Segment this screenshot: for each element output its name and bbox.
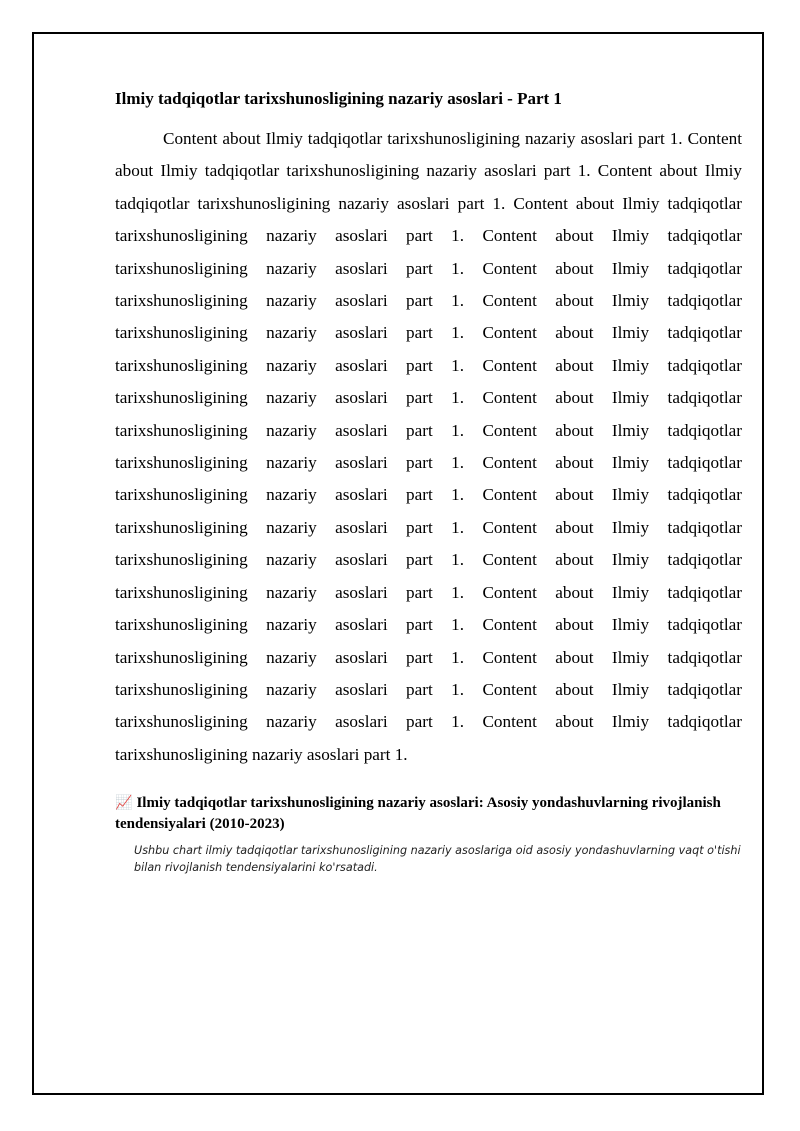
chart-title: Ilmiy tadqiqotlar tarixshunosligining nazariy asoslari: Asosiy yondashuvlarning rivojlanish tendensiyalari (2010-2023) xyxy=(115,795,721,833)
section-heading: Ilmiy tadqiqotlar tarixshunosligining nazariy asoslari - Part 1 xyxy=(115,89,562,108)
body-paragraph: Content about Ilmiy tadqiqotlar tarixshunosligining nazariy asoslari part 1. Content about Ilmiy tadqiqotlar tarixshunosligining nazariy asoslari part 1. Content about Ilmiy tadqiqotlar tarixshunosligining nazariy asoslari part 1. Content about Ilmiy tadqiqotlar tarixshunosligining nazariy asoslari part 1. Content about Ilmiy tadqiqotlar tarixshunosligining nazariy asoslari part 1. Content about Ilmiy tadqiqotlar tarixshunosligining nazariy asoslari part 1. Content about Ilmiy tadqiqotlar tarixshunosligining nazariy asoslari part 1. Content about Ilmiy tadqiqotlar tarixshunosligining nazariy asoslari part 1. Content about Ilmiy tadqiqotlar tarixshunosligining nazariy asoslari part 1. Content about Ilmiy tadqiqotlar tarixshunosligining nazariy asoslari part 1. Content about Ilmiy tadqiqotlar tarixshunosligining nazariy asoslari part 1. Content about Ilmiy tadqiqotlar tarixshunosligining nazariy asoslari part 1. Content about Ilmiy tadqiqotlar tarixshunosligining nazariy asoslari part 1. Content about Ilmiy tadqiqotlar tarixshunosligining nazariy asoslari part 1. Content about Ilmiy tadqiqotlar tarixshunosligining nazariy asoslari part 1. Content about Ilmiy tadqiqotlar tarixshunosligining nazariy asoslari part 1. Content about Ilmiy tadqiqotlar tarixshunosligining nazariy asoslari part 1. Content about Ilmiy tadqiqotlar tarixshunosligining nazariy asoslari part 1. Content about Ilmiy tadqiqotlar tarixshunosligining nazariy asoslari part 1. Content about Ilmiy tadqiqotlar tarixshunosligining nazariy asoslari part 1. xyxy=(115,129,742,764)
chart-caption: Ushbu chart ilmiy tadqiqotlar tarixshunosligining nazariy asoslariga oid asosiy yondashuvlarning vaqt o'tishi bilan rivojlanish tendensiyalarini ko'rsatadi. xyxy=(134,844,741,875)
chart-title-block xyxy=(115,793,742,835)
chart-increasing-icon: 📈 xyxy=(115,795,133,812)
document-content xyxy=(115,88,742,876)
